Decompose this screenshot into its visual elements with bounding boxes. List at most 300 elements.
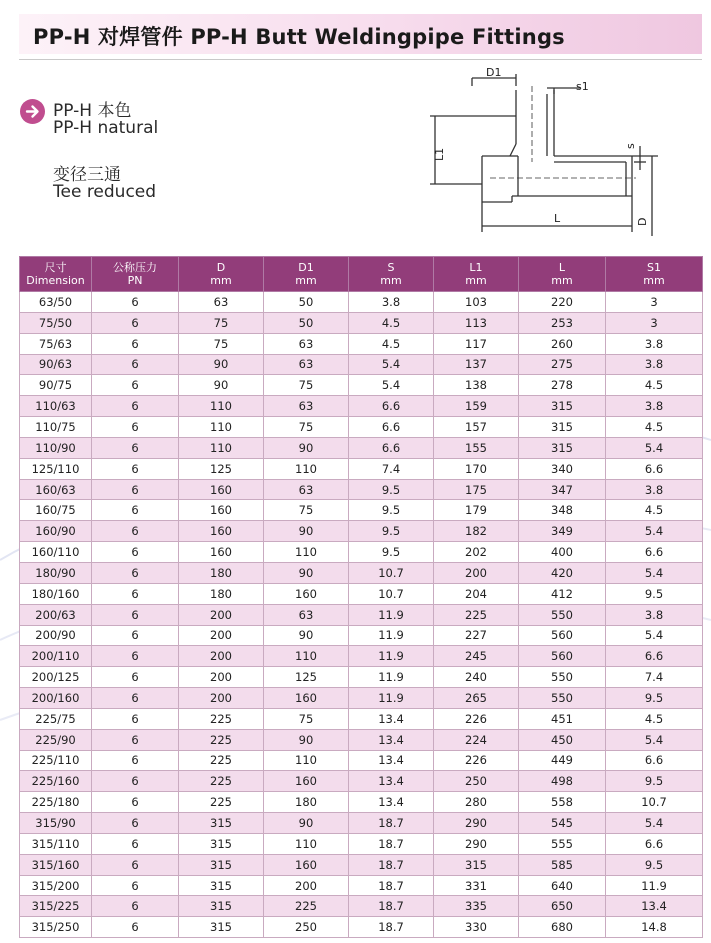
table-cell: 6 [92, 479, 179, 500]
table-cell: 200 [179, 667, 264, 688]
table-row [20, 562, 703, 583]
table-row [20, 500, 703, 521]
table-cell: 315/90 [20, 813, 92, 834]
table-row [20, 917, 703, 938]
table-cell: 6 [92, 500, 179, 521]
diagram-label-s: s [624, 143, 637, 149]
table-cell: 200/110 [20, 646, 92, 667]
table-row [20, 312, 703, 333]
table-cell: 550 [519, 604, 606, 625]
table-row [20, 792, 703, 813]
table-cell: 13.4 [349, 750, 434, 771]
table-cell: 315 [519, 396, 606, 417]
table-cell: 250 [264, 917, 349, 938]
table-cell: 125 [264, 667, 349, 688]
table-cell: 4.5 [606, 500, 703, 521]
table-row [20, 708, 703, 729]
column-header [92, 257, 179, 292]
table-row [20, 417, 703, 438]
table-cell: 6 [92, 396, 179, 417]
table-cell: 6 [92, 604, 179, 625]
table-cell: 315 [179, 854, 264, 875]
table-cell: 18.7 [349, 813, 434, 834]
table-cell: 4.5 [606, 708, 703, 729]
table-cell: 6 [92, 729, 179, 750]
table-cell: 157 [434, 417, 519, 438]
table-cell: 240 [434, 667, 519, 688]
table-cell: 9.5 [606, 583, 703, 604]
table-cell: 160/63 [20, 479, 92, 500]
table-cell: 113 [434, 312, 519, 333]
table-cell: 160 [179, 479, 264, 500]
table-cell: 50 [264, 292, 349, 313]
column-header [434, 257, 519, 292]
table-cell: 225 [179, 729, 264, 750]
table-cell: 117 [434, 333, 519, 354]
table-cell: 5.4 [606, 521, 703, 542]
table-cell: 225/160 [20, 771, 92, 792]
table-cell: 3 [606, 312, 703, 333]
table-cell: 220 [519, 292, 606, 313]
table-cell: 6 [92, 708, 179, 729]
table-cell: 18.7 [349, 833, 434, 854]
table-cell: 290 [434, 833, 519, 854]
column-header-en: Dimension [26, 274, 85, 287]
column-header-cn: D1 [298, 261, 314, 274]
table-cell: 6 [92, 354, 179, 375]
table-cell: 225 [264, 896, 349, 917]
table-cell: 75 [264, 708, 349, 729]
table-cell: 18.7 [349, 896, 434, 917]
table-cell: 11.9 [349, 646, 434, 667]
table-cell: 14.8 [606, 917, 703, 938]
table-cell: 90 [264, 729, 349, 750]
table-cell: 6 [92, 896, 179, 917]
table-cell: 63/50 [20, 292, 92, 313]
table-cell: 180/160 [20, 583, 92, 604]
table-cell: 110 [179, 437, 264, 458]
table-cell: 315 [519, 437, 606, 458]
table-row [20, 437, 703, 458]
column-header-cn: L [558, 261, 566, 274]
table-cell: 253 [519, 312, 606, 333]
column-header-cn: 公称压力 [113, 261, 157, 274]
table-cell: 11.9 [349, 604, 434, 625]
page-title: PP-H 对焊管件 PP-H Butt Weldingpipe Fittings [33, 25, 565, 49]
table-cell: 347 [519, 479, 606, 500]
table-cell: 6 [92, 562, 179, 583]
table-cell: 170 [434, 458, 519, 479]
table-cell: 6.6 [606, 646, 703, 667]
table-cell: 335 [434, 896, 519, 917]
material-cn: PP-H 本色 [53, 101, 132, 121]
table-cell: 90 [179, 375, 264, 396]
table-cell: 420 [519, 562, 606, 583]
table-cell: 225 [179, 750, 264, 771]
table-cell: 6 [92, 437, 179, 458]
table-cell: 226 [434, 708, 519, 729]
table-cell: 160 [264, 583, 349, 604]
column-header-en: mm [295, 274, 317, 287]
table-cell: 6 [92, 750, 179, 771]
table-cell: 6 [92, 521, 179, 542]
table-cell: 315 [434, 854, 519, 875]
table-row [20, 375, 703, 396]
table-cell: 10.7 [349, 562, 434, 583]
table-row [20, 729, 703, 750]
table-cell: 90 [264, 562, 349, 583]
table-cell: 204 [434, 583, 519, 604]
table-cell: 110 [264, 542, 349, 563]
table-cell: 558 [519, 792, 606, 813]
table-cell: 200/90 [20, 625, 92, 646]
table-cell: 6 [92, 813, 179, 834]
table-cell: 160/110 [20, 542, 92, 563]
table-cell: 6.6 [606, 833, 703, 854]
table-row [20, 688, 703, 709]
table-cell: 7.4 [349, 458, 434, 479]
column-header [349, 257, 434, 292]
table-cell: 5.4 [606, 625, 703, 646]
table-cell: 226 [434, 750, 519, 771]
table-cell: 449 [519, 750, 606, 771]
table-cell: 180 [264, 792, 349, 813]
diagram-label-d: D [636, 217, 649, 226]
table-cell: 200 [179, 646, 264, 667]
table-cell: 6 [92, 312, 179, 333]
table-cell: 110 [264, 646, 349, 667]
table-cell: 260 [519, 333, 606, 354]
table-cell: 138 [434, 375, 519, 396]
table-cell: 6 [92, 792, 179, 813]
table-cell: 110/90 [20, 437, 92, 458]
table-cell: 315 [179, 875, 264, 896]
table-cell: 75 [264, 500, 349, 521]
column-header-en: PN [127, 274, 143, 287]
table-cell: 7.4 [606, 667, 703, 688]
table-cell: 3.8 [606, 479, 703, 500]
table-cell: 200/160 [20, 688, 92, 709]
table-cell: 498 [519, 771, 606, 792]
table-cell: 160/90 [20, 521, 92, 542]
table-cell: 315 [179, 833, 264, 854]
table-cell: 175 [434, 479, 519, 500]
table-cell: 3.8 [606, 354, 703, 375]
table-cell: 225 [434, 604, 519, 625]
table-cell: 75 [264, 417, 349, 438]
table-cell: 110 [179, 417, 264, 438]
table-cell: 160 [264, 688, 349, 709]
table-cell: 63 [264, 396, 349, 417]
table-cell: 6.6 [349, 417, 434, 438]
table-cell: 75/50 [20, 312, 92, 333]
table-row [20, 833, 703, 854]
column-header-en: mm [210, 274, 232, 287]
table-cell: 200/63 [20, 604, 92, 625]
table-body [20, 292, 703, 938]
table-cell: 90 [264, 437, 349, 458]
table-cell: 6.6 [349, 437, 434, 458]
table-cell: 6.6 [606, 542, 703, 563]
table-cell: 180/90 [20, 562, 92, 583]
table-cell: 160 [179, 521, 264, 542]
table-cell: 275 [519, 354, 606, 375]
table-cell: 6 [92, 875, 179, 896]
column-header-en: mm [551, 274, 573, 287]
table-cell: 315 [179, 896, 264, 917]
table-cell: 6 [92, 333, 179, 354]
table-cell: 6 [92, 688, 179, 709]
table-cell: 290 [434, 813, 519, 834]
table-cell: 200 [264, 875, 349, 896]
table-cell: 680 [519, 917, 606, 938]
table-cell: 6 [92, 625, 179, 646]
column-header-cn: L1 [469, 261, 483, 274]
table-cell: 315 [179, 813, 264, 834]
column-header [606, 257, 703, 292]
column-header [179, 257, 264, 292]
column-header-cn: D [216, 261, 226, 274]
table-cell: 6.6 [606, 458, 703, 479]
arrow-right-circle-icon [20, 99, 45, 124]
table-cell: 11.9 [349, 625, 434, 646]
table-cell: 315 [519, 417, 606, 438]
table-cell: 75 [179, 333, 264, 354]
table-cell: 110 [179, 396, 264, 417]
table-row [20, 521, 703, 542]
table-row [20, 542, 703, 563]
fitting-type-en: Tee reduced [53, 182, 157, 202]
table-cell: 110/63 [20, 396, 92, 417]
table-cell: 3.8 [349, 292, 434, 313]
column-header [519, 257, 606, 292]
table-cell: 180 [179, 583, 264, 604]
table-cell: 550 [519, 688, 606, 709]
table-cell: 3.8 [606, 333, 703, 354]
table-cell: 63 [264, 604, 349, 625]
table-cell: 13.4 [349, 708, 434, 729]
table-cell: 225/75 [20, 708, 92, 729]
table-cell: 10.7 [606, 792, 703, 813]
table-cell: 224 [434, 729, 519, 750]
table-cell: 160 [264, 771, 349, 792]
table-cell: 103 [434, 292, 519, 313]
table-cell: 75 [264, 375, 349, 396]
fitting-type-cn: 变径三通 [53, 165, 121, 185]
table-cell: 125/110 [20, 458, 92, 479]
table-cell: 555 [519, 833, 606, 854]
table-cell: 11.9 [349, 667, 434, 688]
table-cell: 18.7 [349, 917, 434, 938]
table-cell: 200 [179, 604, 264, 625]
table-row [20, 479, 703, 500]
table-cell: 640 [519, 875, 606, 896]
table-cell: 9.5 [349, 500, 434, 521]
table-cell: 125 [179, 458, 264, 479]
table-cell: 6 [92, 854, 179, 875]
table-row [20, 813, 703, 834]
table-cell: 180 [179, 562, 264, 583]
table-cell: 6.6 [606, 750, 703, 771]
table-row [20, 396, 703, 417]
table-cell: 6 [92, 917, 179, 938]
table-cell: 412 [519, 583, 606, 604]
table-cell: 160 [179, 500, 264, 521]
header-banner [19, 14, 702, 54]
table-cell: 6 [92, 583, 179, 604]
table-cell: 13.4 [349, 792, 434, 813]
table-cell: 4.5 [349, 333, 434, 354]
table-row [20, 771, 703, 792]
table-cell: 90/63 [20, 354, 92, 375]
table-cell: 90 [264, 521, 349, 542]
table-cell: 5.4 [606, 562, 703, 583]
table-cell: 315/225 [20, 896, 92, 917]
table-cell: 11.9 [606, 875, 703, 896]
header-divider [19, 59, 702, 60]
table-cell: 137 [434, 354, 519, 375]
table-cell: 9.5 [349, 479, 434, 500]
table-row [20, 292, 703, 313]
table-cell: 9.5 [349, 521, 434, 542]
table-cell: 315/160 [20, 854, 92, 875]
table-cell: 63 [264, 479, 349, 500]
table-cell: 225/90 [20, 729, 92, 750]
table-cell: 400 [519, 542, 606, 563]
table-cell: 90 [264, 813, 349, 834]
table-cell: 200 [179, 625, 264, 646]
diagram-label-s1: s1 [576, 80, 589, 93]
table-cell: 6 [92, 833, 179, 854]
table-cell: 3 [606, 292, 703, 313]
table-cell: 225/180 [20, 792, 92, 813]
table-cell: 110/75 [20, 417, 92, 438]
table-cell: 6 [92, 771, 179, 792]
column-header [264, 257, 349, 292]
table-cell: 6 [92, 375, 179, 396]
table-cell: 90/75 [20, 375, 92, 396]
column-header-cn: S [387, 261, 395, 274]
table-cell: 202 [434, 542, 519, 563]
table-cell: 349 [519, 521, 606, 542]
table-cell: 278 [519, 375, 606, 396]
table-cell: 75 [179, 312, 264, 333]
table-cell: 18.7 [349, 875, 434, 896]
table-cell: 330 [434, 917, 519, 938]
table-cell: 280 [434, 792, 519, 813]
table-cell: 225/110 [20, 750, 92, 771]
diagram-label-d1: D1 [486, 66, 502, 79]
table-cell: 250 [434, 771, 519, 792]
table-cell: 6 [92, 417, 179, 438]
table-cell: 50 [264, 312, 349, 333]
table-cell: 315/110 [20, 833, 92, 854]
table-cell: 5.4 [606, 729, 703, 750]
table-row [20, 458, 703, 479]
table-row [20, 625, 703, 646]
table-cell: 348 [519, 500, 606, 521]
table-cell: 63 [179, 292, 264, 313]
table-cell: 225 [179, 771, 264, 792]
table-cell: 200 [434, 562, 519, 583]
table-cell: 227 [434, 625, 519, 646]
table-row [20, 667, 703, 688]
table-cell: 90 [264, 625, 349, 646]
material-en: PP-H natural [53, 118, 159, 138]
table-cell: 9.5 [606, 688, 703, 709]
table-cell: 13.4 [349, 729, 434, 750]
table-cell: 179 [434, 500, 519, 521]
table-cell: 5.4 [349, 354, 434, 375]
table-cell: 6 [92, 667, 179, 688]
table-row [20, 583, 703, 604]
table-cell: 11.9 [349, 688, 434, 709]
table-row [20, 854, 703, 875]
table-row [20, 354, 703, 375]
table-cell: 225 [179, 708, 264, 729]
table-cell: 200/125 [20, 667, 92, 688]
table-row [20, 896, 703, 917]
table-cell: 110 [264, 458, 349, 479]
table-row [20, 333, 703, 354]
table-cell: 450 [519, 729, 606, 750]
column-header-cn: 尺寸 [44, 261, 67, 274]
table-header-row [20, 257, 703, 292]
table-cell: 10.7 [349, 583, 434, 604]
table-cell: 3.8 [606, 396, 703, 417]
table-cell: 265 [434, 688, 519, 709]
table-cell: 6 [92, 458, 179, 479]
table-cell: 13.4 [349, 771, 434, 792]
column-header-en: mm [465, 274, 487, 287]
table-cell: 315/200 [20, 875, 92, 896]
table-cell: 451 [519, 708, 606, 729]
table-cell: 4.5 [606, 375, 703, 396]
diagram-label-l1: L1 [433, 147, 446, 161]
table-cell: 9.5 [606, 771, 703, 792]
table-cell: 585 [519, 854, 606, 875]
table-cell: 63 [264, 354, 349, 375]
table-cell: 4.5 [349, 312, 434, 333]
table-cell: 155 [434, 437, 519, 458]
table-cell: 6.6 [349, 396, 434, 417]
column-header [20, 257, 92, 292]
table-cell: 18.7 [349, 854, 434, 875]
table-row [20, 875, 703, 896]
table-cell: 650 [519, 896, 606, 917]
table-cell: 9.5 [606, 854, 703, 875]
table-cell: 13.4 [606, 896, 703, 917]
dimension-table [19, 256, 703, 938]
table-cell: 75/63 [20, 333, 92, 354]
table-cell: 6 [92, 292, 179, 313]
table-cell: 6 [92, 542, 179, 563]
table-cell: 5.4 [606, 813, 703, 834]
diagram-label-l: L [554, 212, 561, 225]
table-row [20, 646, 703, 667]
table-cell: 545 [519, 813, 606, 834]
table-cell: 110 [264, 833, 349, 854]
table-cell: 245 [434, 646, 519, 667]
table-cell: 340 [519, 458, 606, 479]
column-header-en: mm [643, 274, 665, 287]
table-cell: 9.5 [349, 542, 434, 563]
table-cell: 5.4 [349, 375, 434, 396]
column-header-cn: S1 [647, 261, 661, 274]
table-cell: 159 [434, 396, 519, 417]
table-cell: 550 [519, 667, 606, 688]
table-cell: 225 [179, 792, 264, 813]
